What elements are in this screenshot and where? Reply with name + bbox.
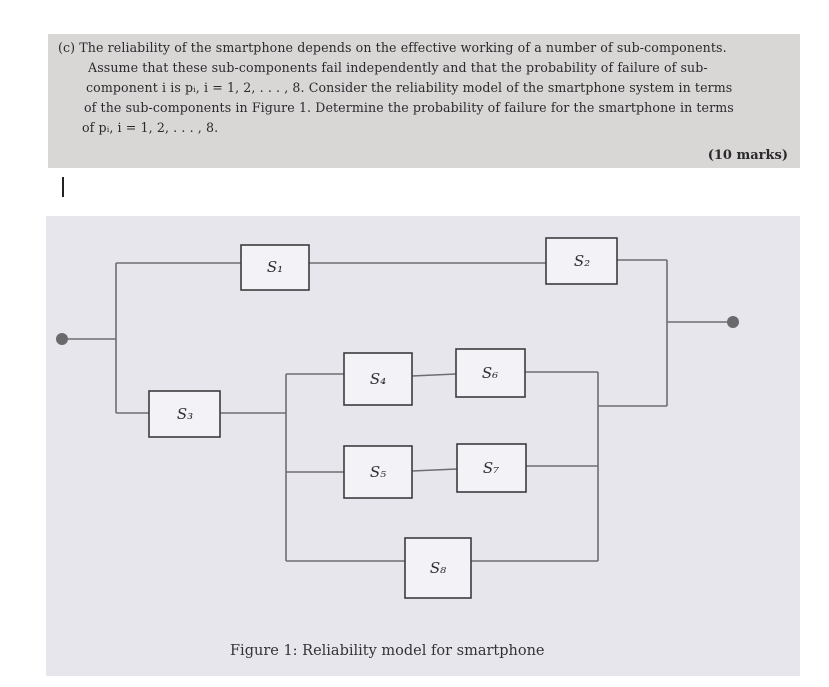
label-s1: S₁ <box>266 258 284 276</box>
label-s8: S₈ <box>429 559 447 577</box>
question-marks: (10 marks) <box>707 148 788 163</box>
question-line-2: Assume that these sub-components fail independently and that the probability of failure of sub- <box>88 60 708 75</box>
label-s3: S₃ <box>176 405 194 423</box>
label-s2: S₂ <box>573 252 591 270</box>
label-s7: S₇ <box>482 459 500 477</box>
label-s5: S₅ <box>369 463 387 481</box>
figure-caption: Figure 1: Reliability model for smartphone <box>230 643 545 659</box>
text-cursor <box>62 177 64 197</box>
question-line-5: of pᵢ, i = 1, 2, . . . , 8. <box>82 120 219 135</box>
question-line-3: component i is pᵢ, i = 1, 2, . . . , 8. Consider the reliability model of the smartphone system in terms <box>86 80 733 95</box>
label-s6: S₆ <box>481 364 499 382</box>
question-line-1: (c) The reliability of the smartphone depends on the effective working of a number of sub-components. <box>58 40 727 55</box>
input-terminal <box>56 333 68 345</box>
output-terminal <box>727 316 739 328</box>
label-s4: S₄ <box>369 370 387 388</box>
reliability-figure <box>46 216 800 676</box>
reliability-diagram <box>46 216 800 676</box>
question-line-4: of the sub-components in Figure 1. Determine the probability of failure for the smartphone in terms <box>84 100 734 115</box>
question-text-panel <box>48 34 800 168</box>
